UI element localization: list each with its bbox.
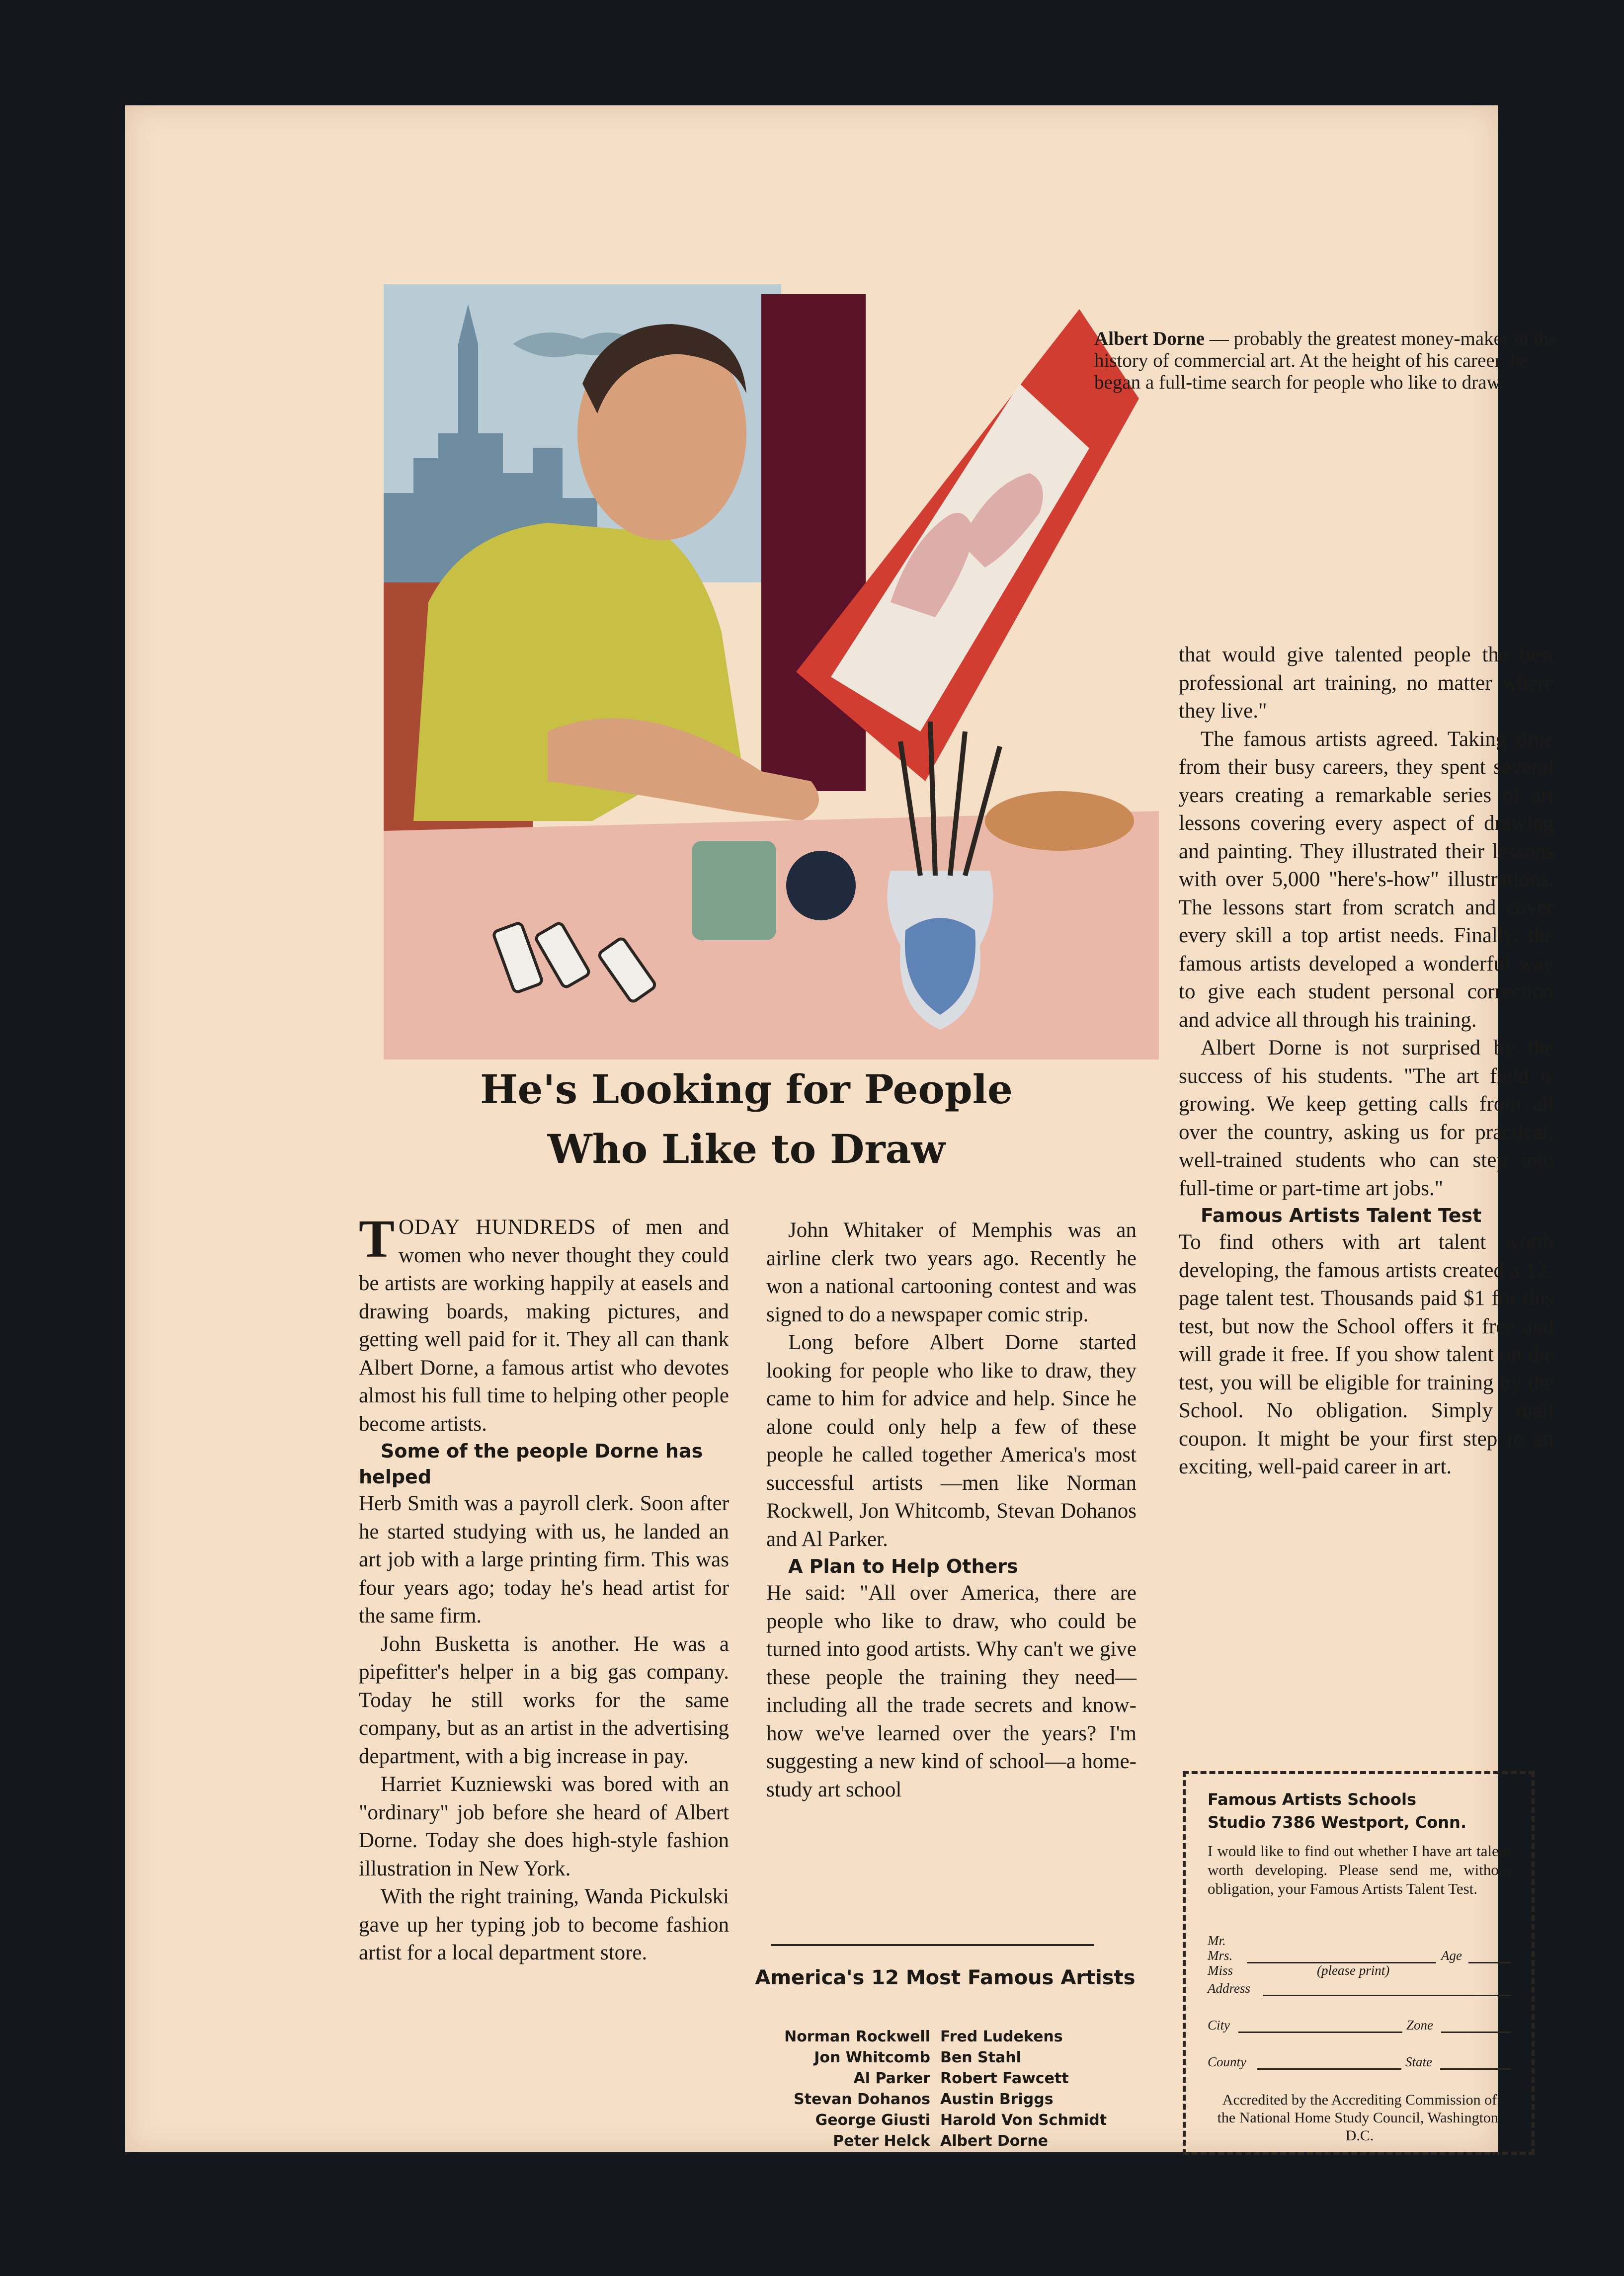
city-zone-field[interactable] xyxy=(1208,2018,1511,2037)
headline xyxy=(404,1059,1089,1179)
artist-name: Stevan Dohanos xyxy=(794,2091,930,2108)
paragraph: The famous artists agreed. Taking time from their busy careers, they spent several years creating a remarkable series of art lessons covering every aspect of drawing and painting. They illustrated their lessons with over 5,000 "here's-how" illustrations. The lessons start from scratch and cover every skill a top artist needs. Finally, the famous artists developed a wonderful way to give each student personal correction and advice all through his training. xyxy=(1179,727,1554,1032)
artist-name: George Giusti xyxy=(815,2112,930,2129)
paragraph: Herb Smith was a payroll clerk. Soon after he started studying with us, he landed an art job with a large printing firm. This was four years ago; today he's head artist for the same firm. xyxy=(359,1492,729,1627)
paragraph: John Busketta is another. He was a pipefitter's helper in a big gas company. Today he still works for the same company, but as an artist in the advertising department, with a big increase in pay. xyxy=(359,1632,729,1768)
intro-paragraph xyxy=(359,1210,729,1438)
illustration-caption xyxy=(1094,328,1571,394)
artist-name: Jon Whitcomb xyxy=(814,2049,930,2066)
county-state-field[interactable] xyxy=(1208,2054,1511,2074)
paragraph: With the right training, Wanda Pickulski gave up her typing job to become fashion artist for a local department store. xyxy=(359,1885,729,1964)
miss-row[interactable] xyxy=(1208,1963,1511,1983)
artist-name: Norman Rockwell xyxy=(784,2028,930,2045)
artist-name: Albert Dorne xyxy=(940,2132,1048,2150)
accreditation-note: Accredited by the Accrediting Commission of the National Home Study Council, Washington, D.C. xyxy=(1217,2092,1502,2144)
article-column-1 xyxy=(359,1210,729,1967)
city-label: City xyxy=(1208,2018,1230,2032)
paragraph: Long before Albert Dorne started looking for people who like to draw, they came to him for advice and help. Since he alone could only help a few of these people he called together America's most successful artists —men like Norman Rockwell, Jon Whitcomb, Stevan Dohanos and Al Parker. xyxy=(766,1331,1137,1551)
intro-text: of men and women who never thought they could be artists are working happily at easels and drawing boards, making pictures, and getting well paid for it. They all can thank Albert Dorne, a famous artist who devotes almost his full time to helping other people become artists. xyxy=(359,1216,729,1436)
subhead-people-helped: Some of the people Dorne has helped xyxy=(359,1440,703,1488)
mrs-label: Mrs. xyxy=(1208,1948,1233,1963)
artist-at-easel-illustration xyxy=(384,284,1159,1059)
mr-label: Mr. xyxy=(1208,1933,1226,1948)
artist-name: Harold Von Schmidt xyxy=(940,2112,1107,2129)
mail-in-coupon[interactable] xyxy=(1183,1771,1535,2155)
famous-artists-title: America's 12 Most Famous Artists xyxy=(755,1966,1136,1989)
address-field[interactable] xyxy=(1208,1981,1511,2001)
article-column-2 xyxy=(766,1217,1137,1804)
age-label: Age xyxy=(1441,1948,1462,1963)
subhead-talent-test: Famous Artists Talent Test xyxy=(1201,1205,1482,1226)
artist-name: Austin Briggs xyxy=(940,2091,1054,2108)
artist-name: Peter Helck xyxy=(833,2132,930,2150)
artist-name: Al Parker xyxy=(853,2070,930,2087)
address-label: Address xyxy=(1208,1981,1250,1996)
paragraph: He said: "All over America, there are people who like to draw, who could be turned into good artists. Why can't we give these people the training they need—including all the trade secrets and know-how we've learned over the years? I'm suggesting a new kind of school—a home-study art school xyxy=(766,1581,1137,1801)
drop-cap: T xyxy=(359,1210,395,1269)
studio-address: Studio 7386 Westport, Conn. xyxy=(1208,1813,1466,1832)
caption-text: — probably the greatest money-maker in the history of commercial art. At the height of his career, he began a full-time search for people who like to draw. xyxy=(1094,328,1557,393)
artist-name: Robert Fawcett xyxy=(940,2070,1069,2087)
paragraph: To find others with art talent worth developing, the famous artists created a 12-page talent test. Thousands paid $1 for this test, but now the School offers it free and will grade it free. If you show talent on the test, you will be eligible for training by the School. No obligation. Simply mail coupon. It might be your first step to an exciting, well-paid career in art. xyxy=(1179,1230,1554,1478)
headline-line-1: He's Looking for People xyxy=(480,1066,1013,1113)
divider-rule xyxy=(771,1944,1094,1946)
ink-bottle xyxy=(786,851,856,920)
coupon-header xyxy=(1208,1788,1516,1834)
article-column-3 xyxy=(1179,641,1554,1481)
county-label: County xyxy=(1208,2054,1246,2069)
magazine-page xyxy=(125,105,1557,2152)
intro-caps: ODAY HUNDREDS xyxy=(399,1216,596,1239)
school-name: Famous Artists Schools xyxy=(1208,1790,1416,1809)
please-print-hint: (please print) xyxy=(1317,1963,1390,1978)
coupon-request-text: I would like to find out whether I have art talent worth developing. Please send me, without obligation, your Famous Artists Talent Test. xyxy=(1208,1842,1511,1897)
paragraph: Albert Dorne is not surprised by the success of his students. "The art field is growing. We keep getting calls from all over the country, asking us for practical, well-trained students who can step into full-time or part-time art jobs." xyxy=(1179,1036,1554,1200)
artist-name: Ben Stahl xyxy=(940,2049,1021,2066)
paragraph: that would give talented people the best professional art training, no matter where they live." xyxy=(1179,643,1554,723)
miss-label: Miss xyxy=(1208,1963,1233,1978)
artist-name: Fred Ludekens xyxy=(940,2028,1063,2045)
headline-line-2: Who Like to Draw xyxy=(547,1126,946,1172)
subhead-plan: A Plan to Help Others xyxy=(788,1555,1018,1577)
zone-label: Zone xyxy=(1406,2018,1433,2032)
paragraph: John Whitaker of Memphis was an airline clerk two years ago. Recently he won a national cartooning contest and was signed to do a newspaper comic strip. xyxy=(766,1219,1137,1326)
caption-name: Albert Dorne xyxy=(1094,328,1205,349)
bowl xyxy=(985,791,1134,851)
paint-jars xyxy=(692,841,776,940)
paragraph: Harriet Kuzniewski was bored with an "ordinary" job before she heard of Albert Dorne. Today she does high-style fashion illustration in New York. xyxy=(359,1773,729,1880)
state-label: State xyxy=(1405,2054,1432,2069)
